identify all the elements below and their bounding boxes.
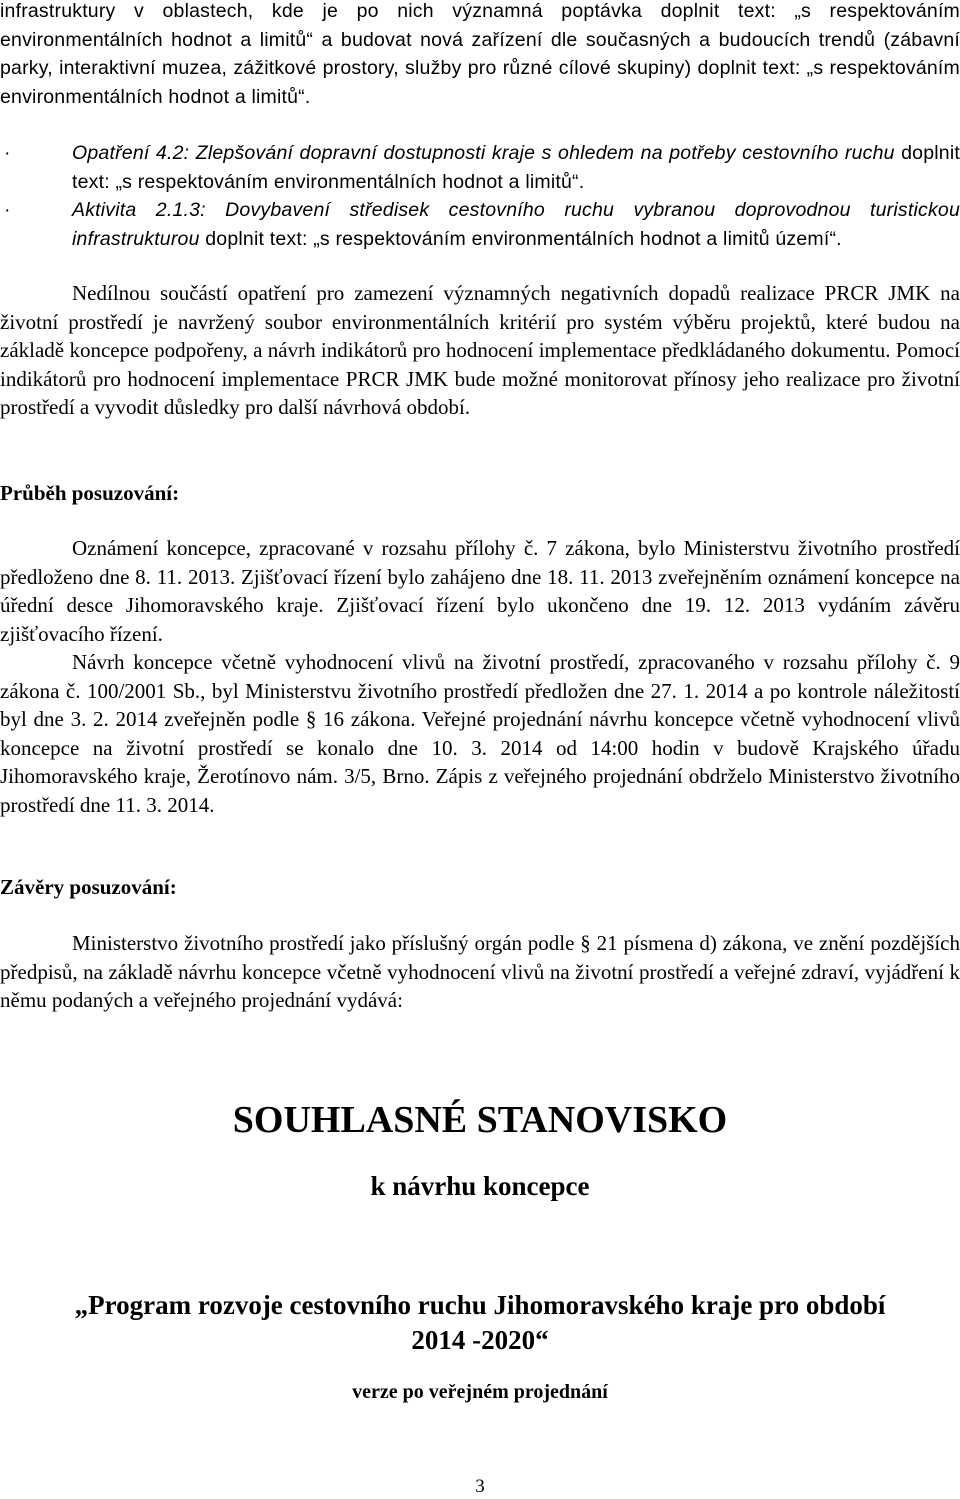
page-number: 3 [475,1476,485,1497]
process-paragraph-notification [0,534,960,648]
bullet-activity-title: Aktivita 2.1.3: Dovybavení středisek cestovního ruchu vybranou doprovodnou turistickou infrastrukturou [72,199,960,250]
bullet-measure-title: Opatření 4.2: Zlepšování dopravní dostupnosti kraje s ohledem na potřeby cestovního ruchu [72,142,895,164]
criteria-paragraph [0,279,960,422]
conclusions-paragraph-text: Ministerstvo životního prostředí jako příslušný orgán podle § 21 písmena d) zákona, ve znění pozdějších předpisů, na základě návrhu koncepce včetně vyhodnocení vlivů na životní prostředí a veřejné zdraví, vyjádření k němu podaných a veřejného projednání vydává: [0,931,960,1012]
heading-assessment-conclusions: Závěry posuzování: [0,875,177,899]
statement-subtitle: k návrhu koncepce [370,1171,590,1201]
bullet-item-measure-4-2 [0,139,960,196]
statement-title: SOUHLASNÉ STANOVISKO [232,1099,728,1141]
criteria-paragraph-text: Nedílnou součástí opatření pro zamezení významných negativních dopadů realizace PRCR JMK na životní prostředí je navržený soubor environmentálních kritérií pro systém výběru projektů, které budou na základě koncepce podpořeny, a návrh indikátorů pro hodnocení implementace předkládaného dokumentu. Pomocí indikátorů pro hodnocení implementace PRCR JMK bude možné monitorovat přínosy jeho realizace pro životní prostředí a vyvodit důsledky pro další návrhová období. [0,281,960,419]
intro-continuation-paragraph: infrastruktury v oblastech, kde je po nich významná poptávka doplnit text: „s respektováním environmentálních hodnot a limitů“ a budovat nová zařízení dle současných a budoucích trendů (zábavní parky, interaktivní muzea, zážitkové prostory, služby pro různé cílové skupiny) doplnit text: „s respektováním environmentálních hodnot a limitů“. [0,0,960,108]
bullet-marker: · [4,199,11,221]
bullet-activity-note: doplnit text: „s respektováním environmentálních hodnot a limitů území“. [199,227,842,250]
bullet-marker: · [4,142,11,164]
process-paragraph-draft-text: Návrh koncepce včetně vyhodnocení vlivů na životní prostředí, zpracovaného v rozsahu přílohy č. 9 zákona č. 100/2001 Sb., byl Ministerstvu životního prostředí předložen dne 27. 1. 2014 a po kontrole náležitostí byl dne 3. 2. 2014 zveřejněn podle § 16 zákona. Veřejné projednání návrhu koncepce včetně vyhodnocení vlivů koncepce na životní prostředí se konalo dne 10. 3. 2014 od 14:00 hodin v budově Krajského úřadu Jihomoravského kraje, Žerotínovo nám. 3/5, Brno. Zápis z veřejného projednání obdrželo Ministerstvo životního prostředí dne 11. 3. 2014. [0,650,960,817]
bullet-item-activity-2-1-3 [0,196,960,253]
heading-assessment-process: Průběh posuzování: [0,481,180,505]
version-note: verze po veřejném projednání [352,1381,608,1403]
bullet-measure-note: doplnit text: „s respektováním environmentálních hodnot a limitů“. [72,142,960,193]
conclusions-paragraph [0,929,960,1015]
program-name-line-2: 2014 -2020“ [411,1325,549,1355]
program-name-line-1: „Program rozvoje cestovního ruchu Jihomoravského kraje pro období [74,1290,886,1320]
process-paragraph-notification-text: Oznámení koncepce, zpracované v rozsahu přílohy č. 7 zákona, bylo Ministerstvu životního prostředí předloženo dne 8. 11. 2013. Zjišťovací řízení bylo zahájeno dne 18. 11. 2013 zveřejněním oznámení koncepce na úřední desce Jihomoravského kraje. Zjišťovací řízení bylo ukončeno dne 19. 12. 2013 vydáním závěru zjišťovacího řízení. [0,536,960,646]
process-paragraph-draft [0,648,960,819]
